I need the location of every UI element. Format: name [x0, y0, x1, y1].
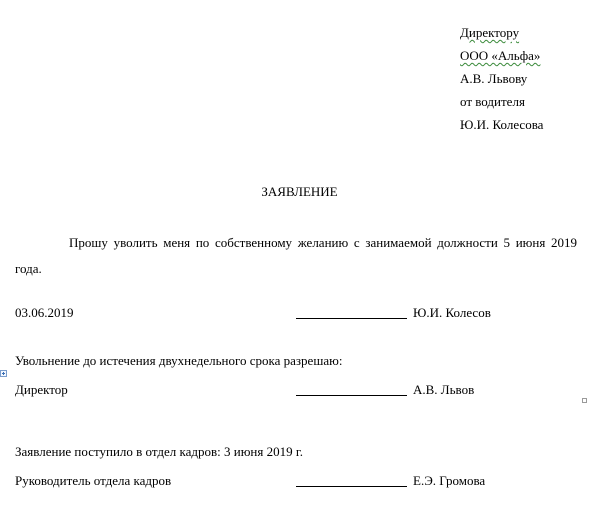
- director-name: А.В. Львов: [413, 382, 475, 397]
- director-position: Директор: [15, 382, 68, 397]
- application-date: 03.06.2019: [15, 305, 74, 320]
- hr-head-name: Е.Э. Громова: [413, 473, 486, 488]
- hr-signature-line: [296, 486, 407, 487]
- addressee-name: А.В. Львову: [460, 71, 528, 86]
- addressee-company: ООО «Альфа»: [460, 48, 541, 63]
- hr-position: Руководитель отдела кадров: [15, 473, 172, 488]
- table-move-handle-icon[interactable]: [0, 370, 7, 377]
- document-title: ЗАЯВЛЕНИЕ: [261, 184, 338, 199]
- sender-title: от водителя: [460, 94, 525, 109]
- director-signature-line: [296, 395, 407, 396]
- applicant-name: Ю.И. Колесов: [413, 305, 491, 320]
- approval-text: Увольнение до истечения двухнедельного срока разрешаю:: [15, 353, 343, 368]
- addressee-line-2: [460, 48, 540, 64]
- hr-received-text: Заявление поступило в отдел кадров: 3 июня 2019 г.: [15, 444, 303, 459]
- addressee-title: Директору: [460, 25, 520, 40]
- request-paragraph: Прошу уволить меня по собственному желанию с занимаемой должности 5 июня 2019 года.: [15, 235, 577, 276]
- table-resize-handle-icon[interactable]: [582, 398, 587, 403]
- addressee-line-1: [460, 25, 519, 41]
- sender-name: Ю.И. Колесова: [460, 117, 544, 132]
- applicant-signature-line: [296, 318, 407, 319]
